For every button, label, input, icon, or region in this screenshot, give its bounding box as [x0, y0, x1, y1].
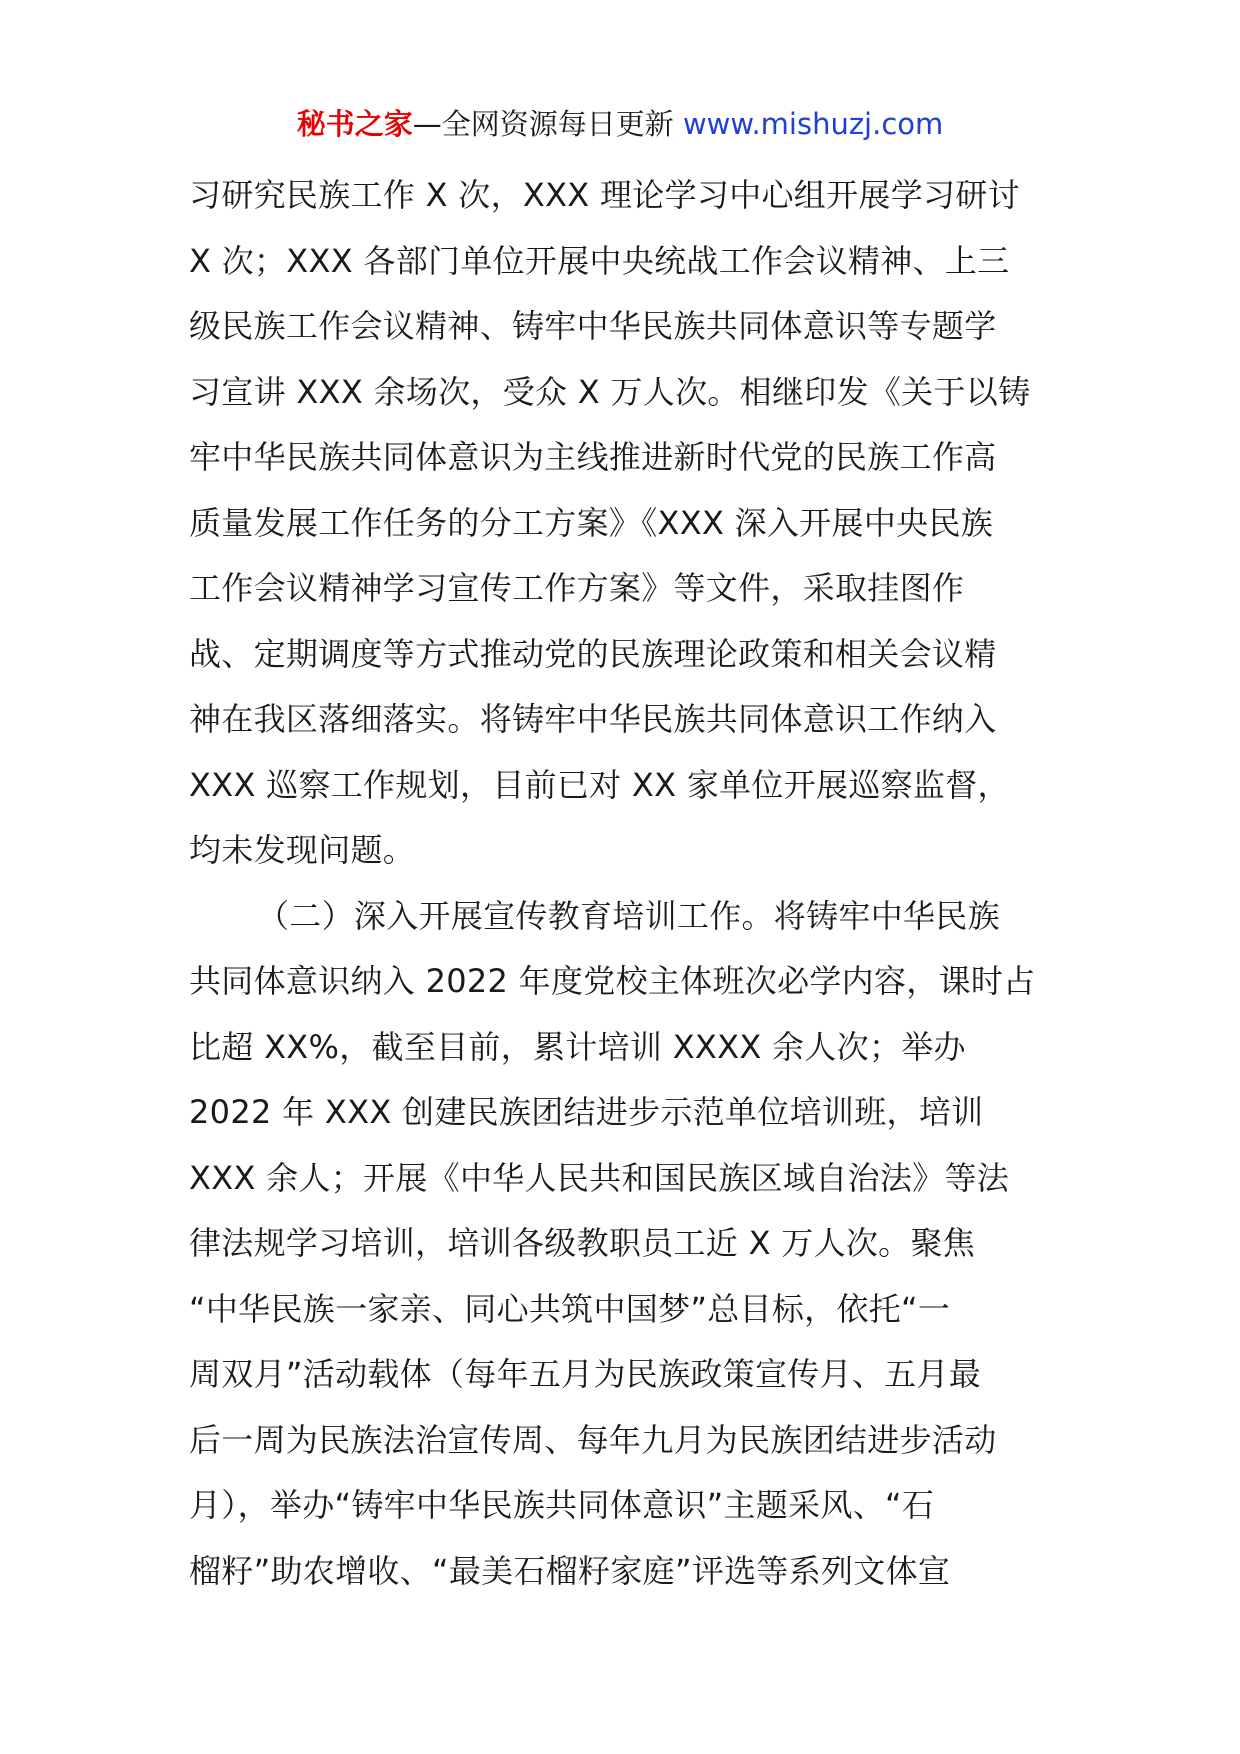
site-brand: 秘书之家: [296, 107, 413, 141]
text-line: 习研究民族工作 X 次，XXX 理论学习中心组开展学习研讨: [189, 176, 1020, 214]
site-url-link[interactable]: www.mishuzj.com: [682, 107, 944, 141]
text-line: 工作会议精神学习宣传工作方案》等文件，采取挂图作: [189, 569, 965, 607]
text-line: 质量发展工作任务的分工方案》《XXX 深入开展中央民族: [189, 503, 994, 542]
text-line: 2022 年 XXX 创建民族团结进步示范单位培训班，培训: [189, 1093, 984, 1131]
site-tagline: —全网资源每日更新: [412, 107, 674, 141]
text-line: 级民族工作会议精神、铸牢中华民族共同体意识等专题学: [189, 307, 997, 345]
text-line: 习宣讲 XXX 余场次，受众 X 万人次。相继印发《关于以铸: [189, 372, 1031, 411]
text-line: 共同体意识纳入 2022 年度党校主体班次必学内容，课时占: [189, 962, 1036, 1000]
site-header: [0, 104, 1240, 144]
text-line: 月），举办“铸牢中华民族共同体意识”主题采风、“石: [189, 1486, 935, 1524]
text-line: XXX 巡察工作规划，目前已对 XX 家单位开展巡察监督，: [189, 765, 1010, 804]
text-line: 比超 XX%，截至目前，累计培训 XXXX 余人次；举办: [189, 1027, 966, 1066]
section-heading-line: （二）深入开展宣传教育培训工作。将铸牢中华民族: [257, 896, 1000, 935]
text-line: X 次；XXX 各部门单位开展中央统战工作会议精神、上三: [189, 241, 1010, 280]
text-line: 战、定期调度等方式推动党的民族理论政策和相关会议精: [189, 634, 997, 673]
text-line: “中华民族一家亲、同心共筑中国梦”总目标，依托“一: [189, 1289, 951, 1328]
text-line: 后一周为民族法治宣传周、每年九月为民族团结进步活动: [189, 1420, 997, 1459]
text-line: XXX 余人；开展《中华人民共和国民族区域自治法》等法: [189, 1158, 1010, 1197]
document-body: [189, 163, 1059, 1604]
text-line: 牢中华民族共同体意识为主线推进新时代党的民族工作高: [189, 438, 997, 476]
text-line: 榴籽”助农增收、“最美石榴籽家庭”评选等系列文体宣: [189, 1551, 951, 1590]
text-line: 律法规学习培训，培训各级教职员工近 X 万人次。聚焦: [189, 1224, 976, 1262]
text-line: 周双月”活动载体（每年五月为民族政策宣传月、五月最: [189, 1355, 982, 1393]
text-line: 神在我区落细落实。将铸牢中华民族共同体意识工作纳入: [189, 700, 997, 738]
text-line: 均未发现问题。: [189, 831, 416, 869]
